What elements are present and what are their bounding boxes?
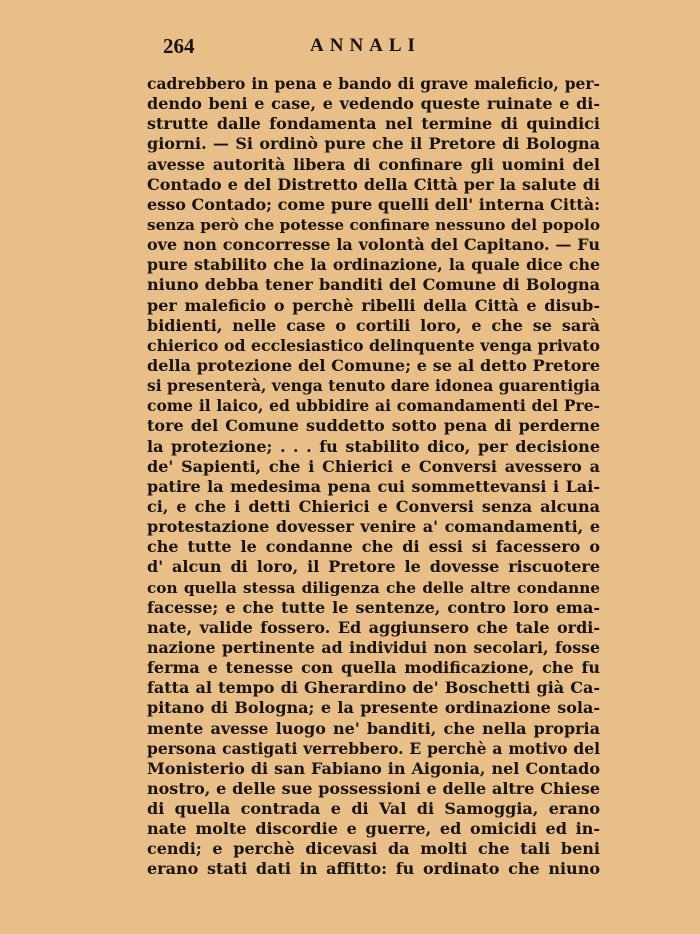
text-line: nate molte discordie e guerre, ed omicidi ed in- [147, 819, 600, 839]
text-line: nazione pertinente ad individui non secolari, fosse [147, 637, 600, 657]
text-line: d' alcun di loro, il Pretore le dovesse riscuotere [147, 557, 600, 577]
text-line: di quella contrada e di Val di Samoggia, erano [147, 799, 600, 819]
text-line: protestazione dovesser venire a' comandamenti, e [147, 517, 600, 537]
text-line: ferma e tenesse con quella modificazione, che fu [147, 658, 600, 678]
text-line: cendi; e perchè dicevasi da molti che tali beni [147, 839, 600, 859]
text-line: nostro, e delle sue possessioni e delle altre Chiese [147, 778, 600, 798]
text-line: della protezione del Comune; e se al detto Pretore [147, 355, 600, 375]
text-line: esso Contado; come pure quelli dell' interna Città: [147, 194, 600, 214]
text-line: Monisterio di san Fabiano in Aigonia, nel Contado [147, 758, 600, 778]
text-line: niuno debba tener banditi del Comune di Bologna [147, 275, 600, 295]
text-line: per maleficio o perchè ribelli della Città e disub- [147, 295, 600, 315]
text-line: de' Sapienti, che i Chierici e Conversi avessero a [147, 456, 600, 476]
text-line: chierico od ecclesiastico delinquente venga privato [147, 335, 600, 355]
text-line: che tutte le condanne che di essi si facessero o [147, 537, 600, 557]
text-line: giorni. — Si ordinò pure che il Pretore di Bologna [147, 134, 600, 154]
text-line: tore del Comune suddetto sotto pena di perderne [147, 416, 600, 436]
text-line: mente avesse luogo ne' banditi, che nella propria [147, 718, 600, 738]
text-line: patire la medesima pena cui sommettevansi i Lai- [147, 476, 600, 496]
text-line: fatta al tempo di Gherardino de' Boschetti già Ca- [147, 678, 600, 698]
text-line: dendo beni e case, e vedendo queste ruinate e di- [147, 94, 600, 114]
text-line: Contado e del Distretto della Città per la salute di [147, 174, 600, 194]
text-line: con quella stessa diligenza che delle altre condanne [147, 578, 600, 597]
text-line: senza però che potesse confinare nessuno del popolo [147, 215, 600, 234]
text-line: erano stati dati in affitto: fu ordinato che niuno [147, 859, 600, 879]
page-header [160, 34, 600, 62]
text-line: ci, e che i detti Chierici e Conversi senza alcuna [147, 496, 600, 516]
text-line: come il laico, ed ubbidire ai comandamenti del Pre- [147, 396, 600, 416]
text-line: la protezione; . . . fu stabilito dico, per decisione [147, 436, 600, 456]
text-line: avesse autorità libera di confinare gli uomini del [147, 154, 600, 174]
text-line: nate, valide fossero. Ed aggiunsero che tale ordi- [147, 617, 600, 637]
body-text [147, 74, 600, 880]
text-line: pitano di Bologna; e la presente ordinazione sola- [147, 698, 600, 718]
text-line: bidienti, nelle case o cortili loro, e che se sarà [147, 315, 600, 335]
text-line: persona castigati verrebbero. E perchè a motivo del [147, 738, 600, 758]
page-number: 264 [163, 34, 195, 58]
text-line: si presenterà, venga tenuto dare idonea guarentigia [147, 376, 600, 396]
text-line: facesse; e che tutte le sentenze, contro loro ema- [147, 597, 600, 617]
text-line: cadrebbero in pena e bando di grave maleficio, per- [147, 74, 600, 93]
text-line: ove non concorresse la volontà del Capitano. — Fu [147, 235, 600, 255]
running-head: ANNALI [310, 35, 421, 56]
text-line: pure stabilito che la ordinazione, la quale dice che [147, 255, 600, 275]
text-line: strutte dalle fondamenta nel termine di quindici [147, 114, 600, 134]
